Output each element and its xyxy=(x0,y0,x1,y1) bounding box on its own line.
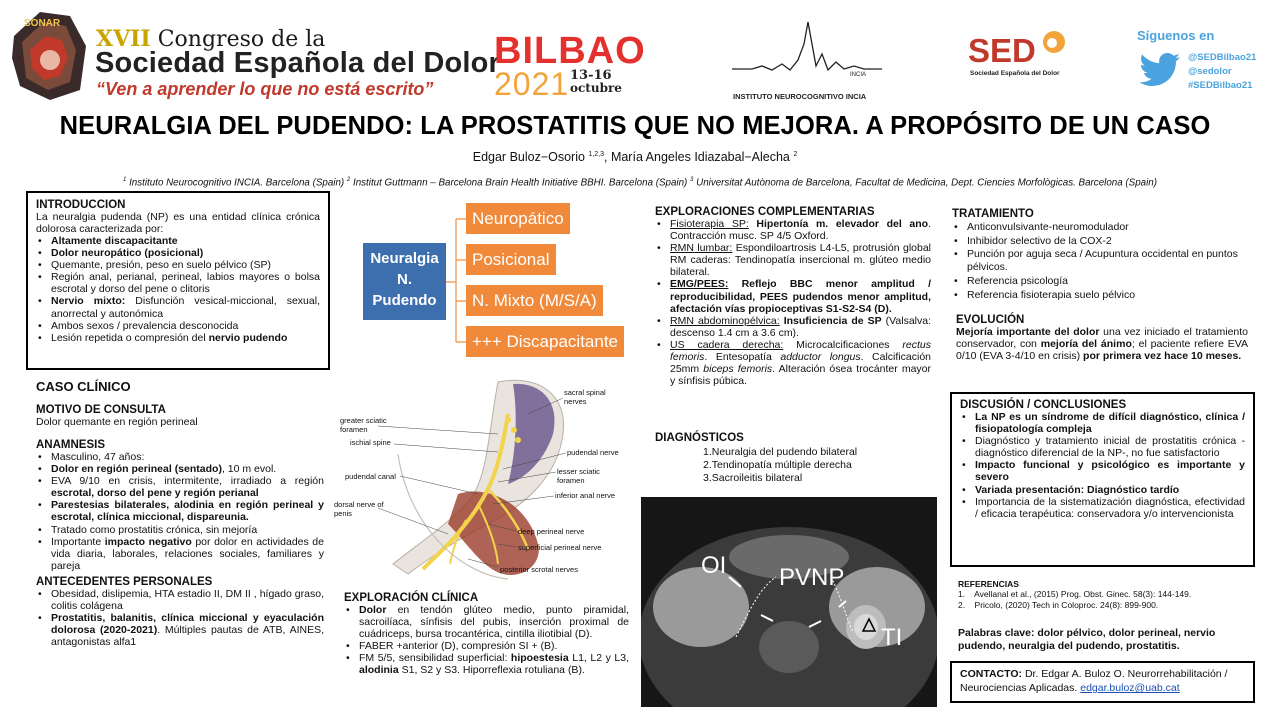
anamnesis-item-text: EVA 9/10 en crisis, intermitente, irradiado a región xyxy=(51,475,324,488)
referencias-title: REFERENCIAS xyxy=(958,579,1019,589)
label-pudendal-canal: pudendal canal xyxy=(345,472,396,481)
motivo-consulta-text: Dolor quemante en región perineal xyxy=(36,416,198,428)
bilbao-dates xyxy=(570,69,622,95)
anamnesis-item-text: Masculino, 47 años: xyxy=(51,451,145,463)
anamnesis-item xyxy=(36,451,324,463)
tratamiento-list xyxy=(952,220,1252,302)
tratamiento-item: • Referencia fisioterapia suelo pélvico xyxy=(952,288,1252,302)
discusion-item-text: Variada presentación: Diagnóstico tardío xyxy=(975,483,1180,496)
anamnesis-title: ANAMNESIS xyxy=(36,439,106,451)
discusion-title: DISCUSIÓN / CONCLUSIONES xyxy=(960,399,1127,411)
svg-text:SED: SED xyxy=(968,32,1036,68)
twitter-hashtag-sedbilbao21[interactable]: #SEDBilbao21 xyxy=(1188,80,1253,91)
anamnesis-item xyxy=(36,524,324,536)
exploracion-item-text: alodinia xyxy=(359,664,399,677)
complementaria-item xyxy=(655,315,931,339)
follow-us-title: Síguenos en xyxy=(1137,28,1215,43)
authors: Edgar Buloz−Osorio $^{1,2,3}$, María Angeles Idiazabal−Alecha $^2$ xyxy=(472,150,798,164)
discusion-item xyxy=(960,435,1245,459)
anamnesis-list xyxy=(36,451,324,572)
tratamiento-title: TRATAMIENTO xyxy=(952,208,1034,220)
introduccion-list xyxy=(36,235,320,344)
intro-item: • Nervio mixto: Disfunción vesical-miccional, sexual, anorrectal y autonómica xyxy=(36,295,320,319)
contacto-label: CONTACTO: xyxy=(960,668,1023,680)
intro-item: • Ambos sexos / prevalencia desconocida xyxy=(36,320,320,332)
tratamiento-item: • Punción por aguja seca / Acupuntura occidental en puntos pélvicos. xyxy=(952,248,1252,274)
complementarias-list xyxy=(655,218,931,387)
anamnesis-item-text: por dolor en actividades de vida diaria, laborales, relaciones sociales, familiares y pareja xyxy=(51,535,324,572)
referencia-item: 2. Pricolo, (2020) Tech in Coloproc. 24(8): 899-900. xyxy=(958,600,1159,610)
complementaria-item-text: (Valsalva: descenso 1.4 cm a 3.6 cm). xyxy=(670,314,931,339)
discusion-item-text: Impacto funcional y psicológico es importante y severo xyxy=(975,459,1245,484)
introduccion-box xyxy=(26,191,330,370)
sed-logo xyxy=(968,28,1068,68)
complementarias-title: EXPLORACIONES COMPLEMENTARIAS xyxy=(655,206,875,218)
mri-label-ti: TI xyxy=(881,624,903,651)
label-lesser-sciatic-foramen: lesser sciatic foramen xyxy=(557,467,600,485)
concept-map-item-neuropatico: Neuropático xyxy=(466,203,570,234)
concept-map-main: Neuralgia N. Pudendo xyxy=(363,243,446,320)
label-dorsal-nerve-of-penis: dorsal nerve of penis xyxy=(334,500,384,518)
intro-item: • Dolor neuropático (posicional) xyxy=(36,247,320,259)
twitter-bird-icon xyxy=(1138,52,1182,88)
anamnesis-item xyxy=(36,475,324,499)
antecedentes-title: ANTECEDENTES PERSONALES xyxy=(36,575,213,588)
complementaria-item-text: Espondiloartrosis L4-L5, protrusión global RM caderas: Tendinopatía insercional m. glúteo medio bilateral. xyxy=(670,242,932,279)
anamnesis-item-text: , 10 m evol. xyxy=(221,463,277,476)
concept-map-item-nervio-mixto: N. Mixto (M/S/A) xyxy=(466,285,603,316)
discusion-list xyxy=(960,411,1245,520)
complementaria-item-text: . Entesopatía xyxy=(704,351,781,364)
exploracion-item-text: en tendón glúteo medio, punto piramidal, sacroilíaca, sínfisis del pubis, inserción proximal de cuádriceps, bursa trocantérica, cintilla iliotibial (D). xyxy=(359,604,629,641)
tratamiento-item: • Inhibidor selectivo de la COX-2 xyxy=(952,234,1252,248)
evolucion-text-part: ; el paciente refiere EVA 0/10 (EVA 3-4/10 en crisis) xyxy=(956,338,1248,362)
contacto-box xyxy=(950,661,1255,703)
bilbao-month: octubre xyxy=(570,81,622,95)
evolucion-text-part: una vez iniciado el tratamiento conservador, con xyxy=(956,326,1249,350)
caso-clinico-title: CASO CLÍNICO xyxy=(36,379,131,394)
complementaria-item-text: Reflejo BBC menor amplitud / reproducibilidad, PEES pudendos menor amplitud, afectación vías propioceptivas S1-S2-S4 (D). xyxy=(670,278,931,315)
evolucion-section xyxy=(956,314,1248,362)
antecedentes-item xyxy=(36,612,324,648)
congress-slogan: “Ven a aprender lo que no está escrito” xyxy=(96,79,434,99)
complementaria-item-text: Insuficiencia de SP xyxy=(779,314,882,327)
mri-label-pvnp: PVNP xyxy=(779,564,845,591)
complementaria-item xyxy=(655,278,931,314)
intro-item: • Lesión repetida o compresión del nervio pudendo xyxy=(36,332,320,344)
complementaria-item xyxy=(655,218,931,242)
tratamiento-section xyxy=(952,208,1252,302)
referencias-section xyxy=(958,579,1258,611)
complementaria-item-text: RMN lumbar: xyxy=(670,242,733,255)
intro-item: • Región anal, perianal, perineal, labios mayores o bolsa escrotal y dorso del pene o clitoris xyxy=(36,271,320,295)
discusion-item xyxy=(960,459,1245,483)
tratamiento-item: • Anticonvulsivante-neuromodulador xyxy=(952,220,1252,234)
complementaria-item xyxy=(655,242,931,278)
exploracion-clinica-title: EXPLORACIÓN CLÍNICA xyxy=(344,592,479,604)
complementaria-item-text: RMN abdominopélvica: xyxy=(670,314,780,327)
label-deep-perineal-nerve: deep perineal nerve xyxy=(518,527,585,536)
complementaria-item-text: . Contracción musc. SP 4/5 Oxford. xyxy=(670,218,931,243)
complementaria-item-text: US cadera derecha: xyxy=(670,338,784,351)
complementaria-item-text: Hipertonía m. elevador del ano xyxy=(748,218,929,230)
label-pudendal-nerve: pudendal nerve xyxy=(567,448,619,457)
introduccion-text: La neuralgia pudenda (NP) es una entidad clínica crónica dolorosa caracterizada por: xyxy=(36,211,320,235)
complementaria-item-text: Microcalcificaciones xyxy=(783,338,903,351)
complementaria-item-text: . Alteración ósea trocánter mayor y sínfisis púbica. xyxy=(670,363,931,388)
exploracion-item xyxy=(344,604,629,640)
antecedentes-list xyxy=(36,588,324,648)
complementaria-item xyxy=(655,339,931,387)
contacto-text: Dr. Edgar A. Buloz O. Neurorrehabilitación / Neurociencias Aplicadas. xyxy=(960,668,1228,694)
complementaria-item-text: biceps femoris xyxy=(703,363,773,376)
discusion-item xyxy=(960,484,1245,496)
discusion-item xyxy=(960,496,1245,520)
discusion-item-text: Diagnóstico y tratamiento inicial de prostatitis crónica -diagnóstico diferencial de la NP-, no fue satisfactorio xyxy=(975,435,1245,460)
diagnostico-item: 1.Neuralgia del pudendo bilateral xyxy=(703,446,858,458)
caso-clinico-section xyxy=(36,379,324,648)
incia-institute-name: INSTITUTO NEUROCOGNITIVO INCIA xyxy=(733,92,867,101)
twitter-handle-sedolor[interactable]: @sedolor xyxy=(1188,66,1232,77)
label-superficial-perineal-nerve: superficial perineal nerve xyxy=(518,543,602,552)
congress-logo-image xyxy=(10,6,88,102)
contacto-email-link[interactable]: edgar.buloz@uab.cat xyxy=(1080,682,1180,694)
mri-label-oi: OI xyxy=(701,552,727,579)
exploracion-item-text: S1, S2 y S3. Hiporreflexia rotuliana (B). xyxy=(398,664,585,677)
congress-line1: XVII Congreso de la xyxy=(96,26,326,52)
poster-title: NEURALGIA DEL PUDENDO: LA PROSTATITIS QUE NO MEJORA. A PROPÓSITO DE UN CASO xyxy=(59,112,1211,140)
complementaria-item-text: adductor longus xyxy=(780,351,861,364)
tratamiento-item: • Referencia psicología xyxy=(952,274,1252,288)
exploracion-item-text: FABER +anterior (D), compresión SI + (B). xyxy=(359,640,558,653)
label-greater-sciatic-foramen: greater sciatic foramen xyxy=(340,416,387,434)
pelvic-mri-image xyxy=(641,497,937,707)
anamnesis-item-bold: Dolor en región perineal (sentado) xyxy=(51,463,222,476)
evolucion-text-part: Mejoría importante del dolor xyxy=(956,326,1100,338)
affiliations: $^1$ Instituto Neurocognitivo INCIA. Barcelona (Spain) $^2$ Institut Guttmann – Barcelona Brain Health Initiative BBHI. Barcelona (Spain) $^3$ Universitat Autònoma de Barcelona, Facultat de Medicina, Dept. Ciencies Morfològicas. Barcelona (Spain) xyxy=(123,177,1157,189)
evolucion-title: EVOLUCIÓN xyxy=(956,314,1025,326)
concept-map-item-posicional: Posicional xyxy=(466,244,556,275)
anamnesis-item-bold: impacto negativo xyxy=(104,535,192,548)
discusion-item-text: La NP es un síndrome de difícil diagnóstico, clínica / fisiopatología compleja xyxy=(975,411,1245,436)
anamnesis-item-text: Importante xyxy=(51,535,105,548)
evolucion-text xyxy=(956,326,1248,362)
concept-map-item-discapacitante: +++ Discapacitante xyxy=(466,326,624,357)
poster-header xyxy=(0,0,1280,108)
label-posterior-scrotal-nerves: posterior scrotal nerves xyxy=(500,565,578,574)
diagnostico-item: 3.Sacroileitis bilateral xyxy=(703,472,803,484)
label-inferior-anal-nerve: inferior anal nerve xyxy=(555,491,616,500)
complementaria-item-text: rectus femoris xyxy=(670,338,931,364)
exploracion-clinica-list xyxy=(344,604,629,677)
diagnostico-item: 2.Tendinopatía múltiple derecha xyxy=(703,459,852,471)
intro-item: • Quemante, presión, peso en suelo pélvico (SP) xyxy=(36,259,320,271)
referencia-item: 1. Avellanal et al., (2015) Prog. Obst. Ginec. 58(3): 144-149. xyxy=(958,589,1192,599)
evolucion-text-part: por primera vez hace 10 meses. xyxy=(1083,350,1242,362)
exploraciones-complementarias-section xyxy=(655,206,931,387)
exploracion-item xyxy=(344,640,629,652)
exploracion-item xyxy=(344,652,629,676)
bilbao-days: 13-16 xyxy=(570,68,612,83)
motivo-consulta-title: MOTIVO DE CONSULTA xyxy=(36,404,166,416)
introduccion-title: INTRODUCCION xyxy=(36,199,126,211)
exploracion-item-text: Dolor xyxy=(359,604,387,616)
exploracion-clinica-section xyxy=(344,592,629,677)
diagnosticos-title: DIAGNÓSTICOS xyxy=(655,432,744,444)
antecedentes-item xyxy=(36,588,324,612)
anamnesis-item xyxy=(36,536,324,572)
diagnosticos-section xyxy=(655,432,935,485)
anamnesis-item-bold: escrotal, dorso del pene y región perianal xyxy=(51,487,259,500)
incia-logo-small: INCIA xyxy=(850,72,867,78)
discusion-item-text: Importancia de la sistematización diagnóstica, efectividad / eficacia terapéutica: conservadora y/o intervencionista xyxy=(975,495,1245,520)
sed-society-name: Sociedad Española del Dolor xyxy=(970,70,1060,77)
exploracion-item-text: hipoestesia xyxy=(510,652,569,665)
congress-logo-label: SONAR xyxy=(24,18,61,29)
label-ischial-spine: ischial spine xyxy=(350,438,391,447)
bilbao-logo-year: 2021 xyxy=(494,66,570,102)
discusion-item xyxy=(960,411,1245,435)
anamnesis-item-text: Tratado como prostatitis crónica, sin mejoría xyxy=(51,523,258,536)
antecedentes-item-text: . Múltiples pautas de ATB, AINES, antagonistas alfa1 xyxy=(51,624,325,649)
label-sacral-spinal-nerves: sacral spinal nerves xyxy=(564,388,606,406)
complementaria-item-text: Fisioterapia SP: xyxy=(670,218,749,230)
complementaria-item-text: . Calcificación 25mm xyxy=(670,351,931,376)
exploracion-item-text: FM 5/5, sensibilidad superficial: xyxy=(359,652,511,665)
complementaria-item-text: EMG/PEES: xyxy=(670,278,729,291)
exploracion-item-text: L1, L2 y L3, xyxy=(568,652,630,665)
congress-name: Sociedad Española del Dolor xyxy=(95,47,501,79)
palabras-clave: Palabras clave: dolor pélvico, dolor perineal, nervio pudendo, neuralgia del pudendo, prostatitis. xyxy=(958,627,1216,652)
discusion-conclusiones-box xyxy=(950,392,1255,567)
evolucion-text-part: mejoría del ánimo xyxy=(1040,338,1132,350)
anamnesis-item xyxy=(36,499,324,523)
intro-item: • Altamente discapacitante xyxy=(36,235,320,247)
bilbao-logo-name: BILBAO xyxy=(494,30,646,72)
twitter-handle-sedbilbao21[interactable]: @SEDBilbao21 xyxy=(1188,52,1257,63)
anamnesis-item xyxy=(36,463,324,475)
antecedentes-item-text: Obesidad, dislipemia, HTA estadio II, DM II , hígado graso, colitis colágena xyxy=(51,587,324,613)
antecedentes-item-bold: Prostatitis, balanitis, clínica miccional y eyaculación dolorosa (2020-2021) xyxy=(51,612,324,637)
anamnesis-item-bold: Parestesias bilaterales, alodinia en región perineal y escrotal, clínica miccional, dispareunia. xyxy=(51,499,324,524)
diagnosticos-list xyxy=(655,446,935,485)
